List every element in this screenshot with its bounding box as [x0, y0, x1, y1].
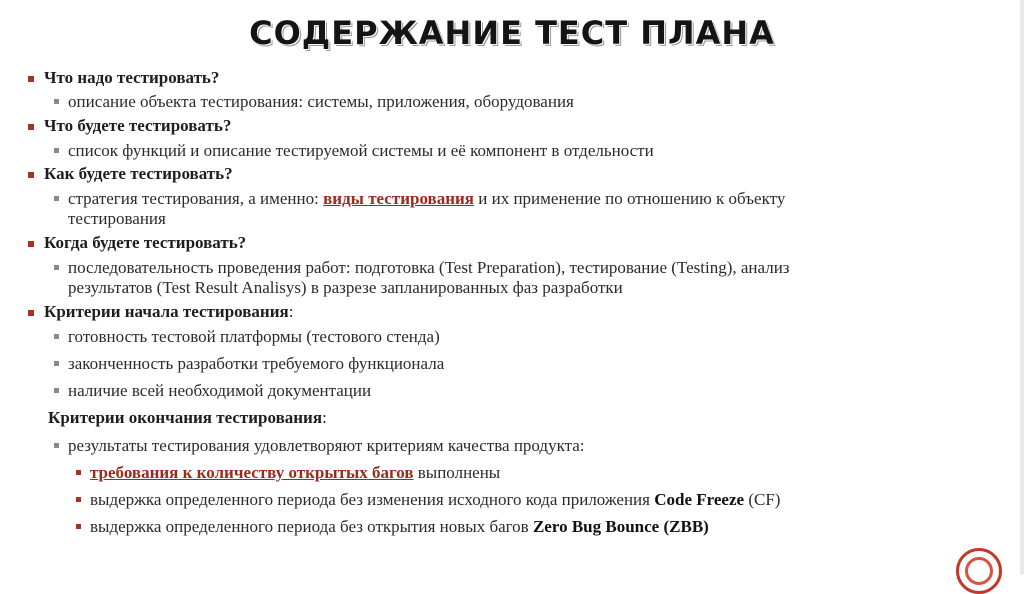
end-criterion-quality: результаты тестирования удовлетворяют критериям качества продукта:	[68, 436, 585, 455]
answer-when-to-test: последовательность проведения работ: подготовка (Test Preparation), тестирование (Testing), анализ	[68, 258, 790, 277]
sub-bullet-marker	[54, 361, 59, 366]
sub-bullet-marker	[54, 388, 59, 393]
end-criteria-heading: Критерии окончания тестирования:	[48, 408, 327, 427]
sub-bullet-marker	[54, 148, 59, 153]
slide-edge	[1020, 0, 1024, 574]
answer-what-to-test: описание объекта тестирования: системы, приложения, оборудования	[68, 92, 574, 111]
start-criterion-documentation: наличие всей необходимой документации	[68, 381, 372, 400]
question-how-to-test: Как будете тестировать?	[44, 164, 233, 183]
end-criterion-zero-bug-bounce: выдержка определенного периода без открытия новых багов Zero Bug Bounce (ZBB)	[90, 517, 709, 536]
sub-bullet-marker	[54, 443, 59, 448]
start-criteria-heading: Критерии начала тестирования:	[44, 302, 294, 321]
sub-sub-bullet-marker	[76, 497, 81, 502]
answer-when-to-test-line2: результатов (Test Result Analisys) в разрезе запланированных фаз разработки	[68, 278, 623, 297]
start-criterion-functionality: законченность разработки требуемого функционала	[68, 354, 445, 373]
bullet-marker	[28, 76, 34, 82]
sub-bullet-marker	[54, 334, 59, 339]
answer-what-will-test: список функций и описание тестируемой системы и её компонент в отдельности	[68, 141, 654, 160]
answer-how-to-test-line2: тестирования	[68, 209, 166, 228]
question-when-to-test: Когда будете тестировать?	[44, 233, 247, 252]
sub-bullet-marker	[54, 196, 59, 201]
end-criterion-open-bugs: требования к количеству открытых багов выполнены	[90, 463, 501, 482]
bullet-marker	[28, 310, 34, 316]
start-criterion-platform: готовность тестовой платформы (тестового стенда)	[68, 327, 440, 346]
question-what-will-test: Что будете тестировать?	[44, 116, 232, 135]
question-what-to-test: Что надо тестировать?	[44, 68, 220, 87]
sub-bullet-marker	[54, 99, 59, 104]
open-bugs-requirements-link[interactable]: требования к количеству открытых багов	[90, 463, 414, 482]
answer-how-to-test: стратегия тестирования, а именно: виды тестирования и их применение по отношению к объекту	[68, 189, 786, 208]
corner-decoration	[956, 548, 1002, 594]
testing-types-link[interactable]: виды тестирования	[323, 189, 475, 208]
slide-title: СОДЕРЖАНИЕ ТЕСТ ПЛАНА	[249, 14, 775, 52]
bullet-marker	[28, 124, 34, 130]
sub-sub-bullet-marker	[76, 524, 81, 529]
end-criterion-code-freeze: выдержка определенного периода без изменения исходного кода приложения Code Freeze (CF)	[90, 490, 781, 509]
bullet-marker	[28, 172, 34, 178]
sub-bullet-marker	[54, 265, 59, 270]
bullet-marker	[28, 241, 34, 247]
sub-sub-bullet-marker	[76, 470, 81, 475]
